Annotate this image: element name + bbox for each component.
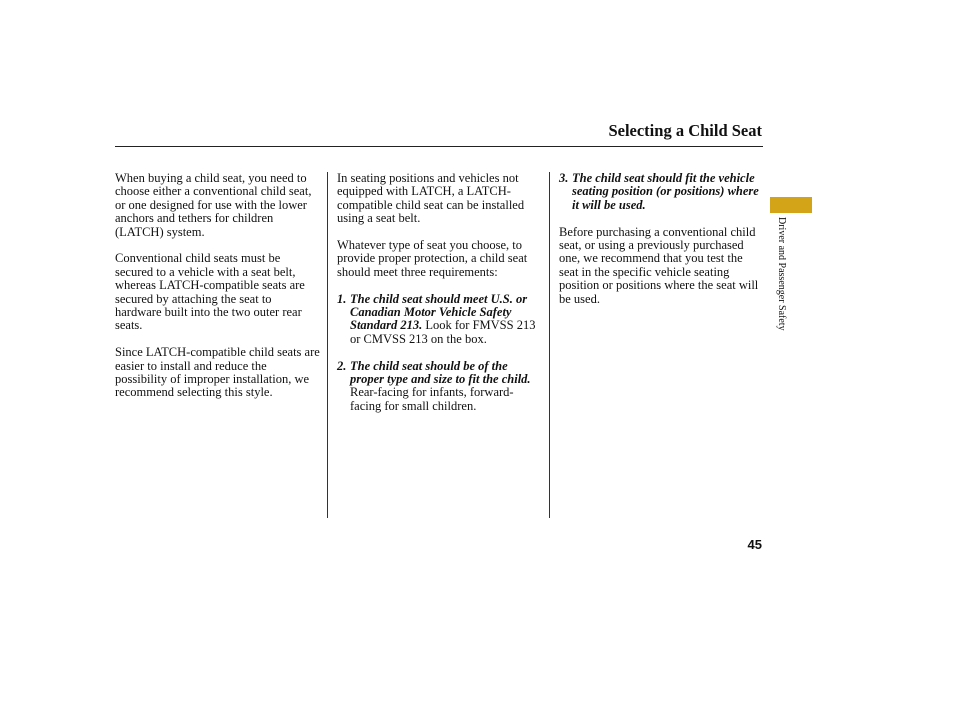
paragraph: When buying a child seat, you need to choose either a conventional child seat, or one designed for use with the lower anchors and tethers for children (LATCH) system. (115, 171, 312, 239)
column-divider (549, 172, 550, 518)
title-rule (115, 146, 763, 147)
left-column (115, 172, 320, 413)
requirement-body (572, 172, 759, 212)
requirement-number: 1. (337, 291, 347, 306)
paragraph: In seating positions and vehicles not equipped with LATCH, a LATCH-compatible child seat can be installed using a seat belt. (337, 171, 525, 226)
section-tab-label: Driver and Passenger Safety (776, 217, 787, 331)
requirement-item (337, 293, 544, 347)
column-divider (327, 172, 328, 518)
requirement-heading: The child seat should meet U.S. or Canadian Motor Vehicle Safety Standard 213. (350, 291, 528, 333)
requirement-text: Rear-facing for infants, forward-facing for small children. (350, 385, 514, 413)
requirement-item (337, 360, 544, 414)
right-column (559, 172, 759, 319)
paragraph: Since LATCH-compatible child seats are easier to install and reduce the possibility of improper installation, we recommend selecting this style. (115, 345, 320, 400)
middle-column (337, 172, 544, 427)
requirement-number: 3. (559, 171, 569, 185)
paragraph: Conventional child seats must be secured to a vehicle with a seat belt, whereas LATCH-compatible seats are secured by attaching the seat to hardware built into the two outer rear seats. (115, 251, 305, 333)
requirement-number: 2. (337, 358, 347, 373)
page-title: Selecting a Child Seat (608, 121, 762, 140)
paragraph: Before purchasing a conventional child seat, or using a previously purchased one, we recommend that you test the seat in the specific vehicle seating position or positions where the seat will be used. (559, 224, 759, 306)
requirement-heading: The child seat should fit the vehicle seating position (or positions) where it will be used. (572, 171, 759, 212)
section-tab (770, 197, 812, 213)
page-number: 45 (747, 537, 762, 552)
requirement-heading: The child seat should be of the proper type and size to fit the child. (350, 358, 531, 387)
requirement-item (559, 172, 759, 212)
requirement-body (350, 293, 544, 347)
requirement-body (350, 360, 544, 414)
paragraph: Whatever type of seat you choose, to provide proper protection, a child seat should meet three requirements: (337, 238, 528, 279)
requirement-text: Look for FMVSS 213 or CMVSS 213 on the box. (350, 318, 536, 346)
